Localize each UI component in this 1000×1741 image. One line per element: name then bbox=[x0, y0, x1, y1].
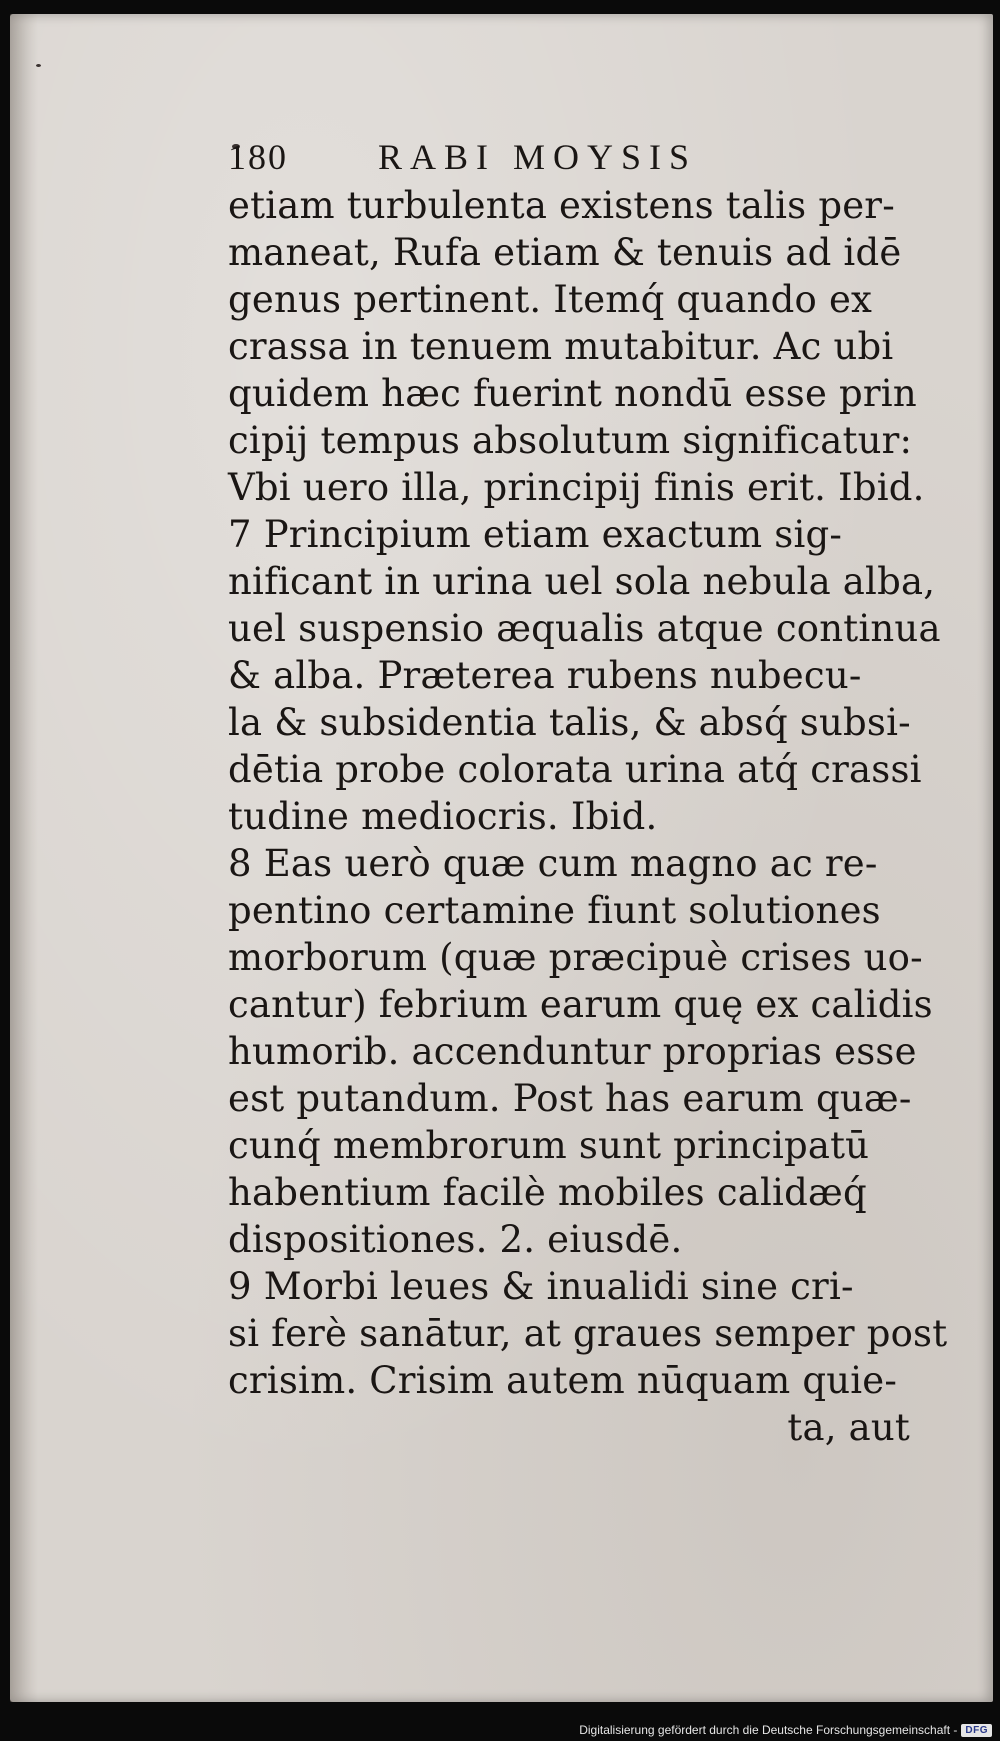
text-line: cantur) febrium earum quę ex calidis bbox=[228, 983, 933, 1026]
text-line: 7 Principium etiam exactum sig- bbox=[228, 513, 843, 556]
text-line: crisim. Crisim autem nūquam quie- bbox=[228, 1359, 898, 1402]
text-line: pentino certamine fiunt solutiones bbox=[228, 889, 881, 932]
text-line: quidem hæc fuerint nondū esse prin bbox=[228, 372, 917, 415]
text-line: est putandum. Post has earum quæ- bbox=[228, 1077, 912, 1120]
text-line: genus pertinent. Itemq́ quando ex bbox=[228, 278, 873, 321]
text-line: morborum (quæ præcipuè crises uo- bbox=[228, 936, 923, 979]
text-line: maneat, Rufa etiam & tenuis ad idē bbox=[228, 231, 902, 274]
text-line: 9 Morbi leues & inualidi sine cri- bbox=[228, 1265, 854, 1308]
page-text bbox=[228, 132, 948, 1451]
text-line: habentium facilè mobiles calidæq́ bbox=[228, 1171, 867, 1214]
text-line: humorib. accenduntur proprias esse bbox=[228, 1030, 917, 1073]
text-line: Vbi uero illa, principij finis erit. Ibid. bbox=[228, 466, 925, 509]
text-line: dētia probe colorata urina atq́ crassi bbox=[228, 748, 922, 791]
text-line: & alba. Præterea rubens nubecu- bbox=[228, 654, 862, 697]
text-line: etiam turbulenta existens talis per- bbox=[228, 184, 895, 227]
text-line: crassa in tenuem mutabitur. Ac ubi bbox=[228, 325, 894, 368]
running-head: RABI MOYSIS bbox=[378, 137, 698, 177]
page-header bbox=[228, 132, 918, 182]
text-line: cunq́ membrorum sunt principatū bbox=[228, 1124, 870, 1167]
text-lines bbox=[228, 182, 948, 1404]
text-line: nificant in urina uel sola nebula alba, bbox=[228, 560, 936, 603]
text-line: si ferè sanātur, at graues semper post bbox=[228, 1312, 948, 1355]
text-line: la & subsidentia talis, & absq́ subsi- bbox=[228, 701, 911, 744]
text-line: tudine mediocris. Ibid. bbox=[228, 795, 658, 838]
text-line: uel suspensio æqualis atque continua bbox=[228, 607, 941, 650]
dfg-logo-icon: DFG bbox=[961, 1724, 992, 1737]
text-line: 8 Eas uerò quæ cum magno ac re- bbox=[228, 842, 878, 885]
gutter-shadow bbox=[10, 14, 38, 1702]
text-line: cipij tempus absolutum significatur: bbox=[228, 419, 913, 462]
paper-speck bbox=[36, 64, 41, 67]
footer-credit: Digitalisierung gefördert durch die Deutsche Forschungsgemeinschaft - bbox=[579, 1723, 958, 1737]
catchword: ta, aut bbox=[787, 1406, 910, 1449]
page-number: 180 bbox=[228, 137, 288, 177]
text-line: dispositiones. 2. eiusdē. bbox=[228, 1218, 683, 1261]
digitization-footer bbox=[579, 1723, 992, 1737]
